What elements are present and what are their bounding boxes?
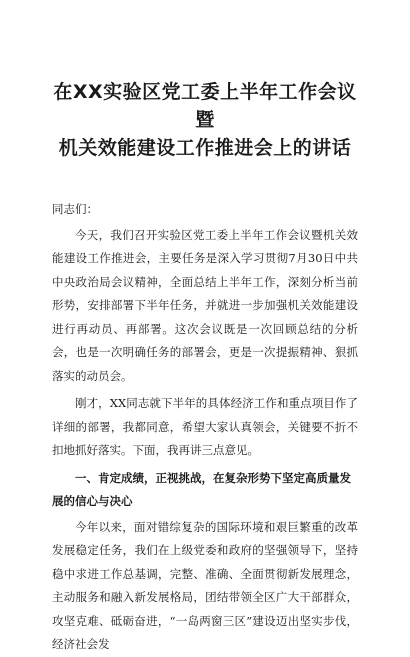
title-line-2: 机关效能建设工作推进会上的讲话	[58, 137, 352, 159]
paragraph-section-1: 今年以来，面对错综复杂的国际环境和艰巨繁重的改革发展稳定任务，我们在上级党委和政府的坚强领导下，坚持稳中求进工作总基调，完整、准确、全面贯彻新发展理念，主动服务和融入新发展格局，团结带领全区广大干部群众，攻坚克难、砥砺奋进，“一岛两窗三区”建设迈出坚实步伐，经济社会发	[52, 519, 358, 651]
paragraph-opening: 今天，我们召开实验区党工委上半年工作会议暨机关效能建设工作推进会，主要任务是深入学习贯彻7月30日中共中央政治局会议精神，全面总结上半年工作，深刻分析当前形势，安排部署下半年任务，并就进一步加强机关效能建设进行再动员、再部署。这次会议既是一次回顾总结的分析会，也是一次明确任务的部署会，更是一次提振精神、狠抓落实的动员会。	[52, 227, 358, 383]
salutation: 同志们：	[52, 202, 98, 216]
section-heading-1: 一、肯定成绩，正视挑战，在复杂形势下坚定高质量发展的信心与决心	[52, 470, 351, 508]
paragraph-transition: 刚才，XX同志就下半年的具体经济工作和重点项目作了详细的部署，我都同意，希望大家认真领会，关键要不折不扣地抓好落实。下面，我再讲三点意见。	[52, 396, 358, 457]
document-title	[52, 78, 358, 162]
title-line-1: 在XX实验区党工委上半年工作会议暨	[53, 81, 357, 131]
